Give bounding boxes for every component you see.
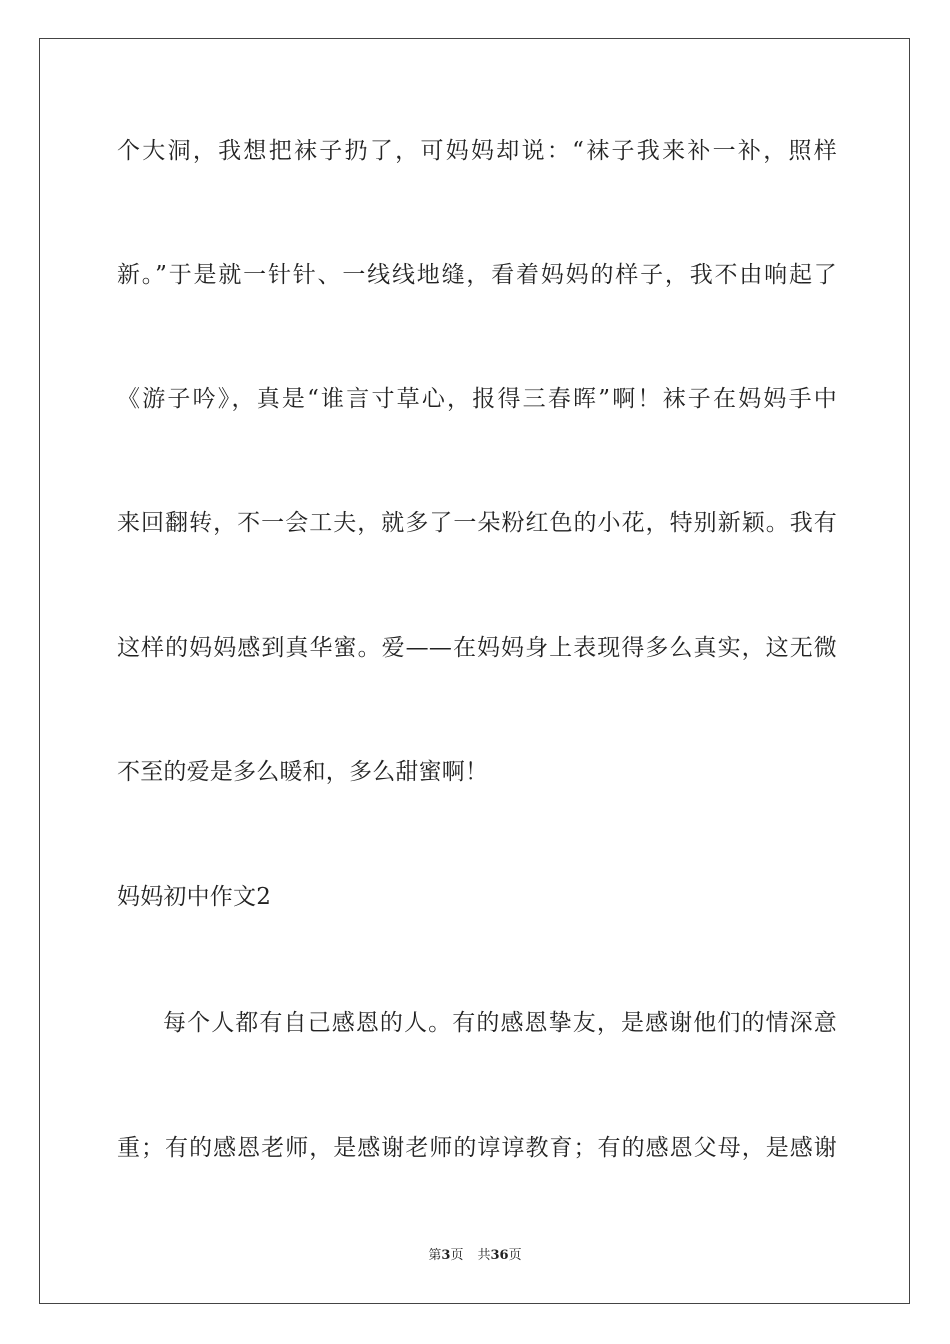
body-line-5: 这样的妈妈感到真华蜜。爱——在妈妈身上表现得多么真实，这无微 [117,635,837,661]
footer-page-prefix: 第 [428,1248,442,1263]
footer-page-total: 36 [490,1248,509,1263]
page-footer [0,1247,950,1265]
section-heading: 妈妈初中作文2 [117,884,272,910]
footer-page-current: 3 [441,1248,451,1263]
paragraph2-line-1: 每个人都有自己感恩的人。有的感恩挚友，是感谢他们的情深意 [163,1010,837,1036]
body-line-2: 新。”于是就一针针、一线线地缝，看着妈妈的样子，我不由响起了 [117,262,837,288]
body-line-1: 个大洞，我想把袜子扔了，可妈妈却说：“袜子我来补一补，照样 [117,138,837,164]
footer-total-suffix: 页 [508,1248,522,1263]
paragraph2-line-2: 重；有的感恩老师，是感谢老师的谆谆教育；有的感恩父母，是感谢 [117,1135,837,1161]
footer-page-suffix: 页 [450,1248,464,1263]
page-frame [39,38,910,1304]
body-line-4: 来回翻转，不一会工夫，就多了一朵粉红色的小花，特别新颖。我有 [117,510,837,536]
body-line-3: 《游子吟》，真是“谁言寸草心，报得三春晖”啊！袜子在妈妈手中 [117,386,837,412]
body-line-6: 不至的爱是多么暖和，多么甜蜜啊！ [117,759,489,785]
footer-total-prefix: 共 [477,1248,491,1263]
